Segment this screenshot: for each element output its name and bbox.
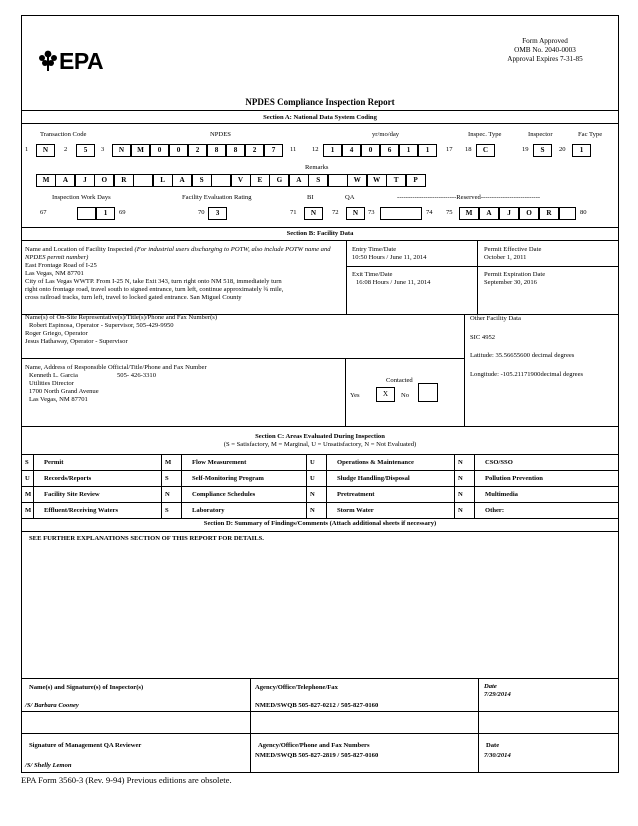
divider bbox=[21, 470, 619, 471]
area-label: Facility Site Review bbox=[44, 491, 100, 498]
npdes-cell[interactable]: 8 bbox=[226, 144, 245, 157]
divider bbox=[21, 227, 619, 228]
divider bbox=[21, 240, 619, 241]
col-number: 69 bbox=[119, 209, 126, 216]
area-label: Records/Reports bbox=[44, 475, 92, 482]
latitude: Latitude: 35.56655600 decimal degrees bbox=[470, 352, 575, 359]
section-a-title: Section A: National Data System Coding bbox=[263, 114, 377, 121]
permit-effective-label: Permit Effective Date bbox=[484, 246, 542, 253]
permit-effective-value: October 1, 2011 bbox=[484, 254, 527, 261]
divider bbox=[306, 487, 307, 503]
area-label: Multimedia bbox=[485, 491, 518, 498]
epa-logo bbox=[37, 47, 107, 77]
label-remarks: Remarks bbox=[305, 164, 329, 171]
area-label: Effluent/Receiving Waters bbox=[44, 507, 119, 514]
divider bbox=[21, 531, 619, 532]
official-line: Utilities Director bbox=[29, 380, 74, 387]
remarks-cell[interactable]: L bbox=[153, 174, 173, 187]
date2-value: 7/30/2014 bbox=[484, 752, 511, 759]
agency-label: Agency/Office/Telephone/Fax bbox=[255, 684, 338, 691]
divider bbox=[306, 455, 307, 471]
area-label: Pollution Prevention bbox=[485, 475, 543, 482]
inspector-cell[interactable]: S bbox=[533, 144, 552, 157]
remarks-cell[interactable]: S bbox=[192, 174, 212, 187]
area-label: Pretreatment bbox=[337, 491, 375, 498]
facility-line: City of Las Vegas WWTP. From I-25 N, take Exit 343, turn right onto NM 518, immediately turn bbox=[25, 278, 282, 285]
label-fac-type: Fac Type bbox=[578, 131, 603, 138]
rating-code[interactable]: N bbox=[458, 475, 463, 482]
reserved-cell[interactable]: A bbox=[479, 207, 499, 220]
date-cell[interactable]: 6 bbox=[380, 144, 399, 157]
divider bbox=[306, 471, 307, 487]
facility-label: Name and Location of Facility Inspected bbox=[25, 246, 133, 253]
divider bbox=[33, 503, 34, 519]
agency2-label: Agency/Office/Phone and Fax Numbers bbox=[258, 742, 370, 749]
permit-expiration-label: Permit Expiration Date bbox=[484, 271, 546, 278]
onsite-line: Roger Griego, Operator bbox=[25, 330, 88, 337]
divider bbox=[477, 240, 478, 314]
no-checkbox[interactable] bbox=[418, 383, 438, 402]
rating-code[interactable]: S bbox=[165, 475, 169, 482]
rating-code[interactable]: N bbox=[458, 507, 463, 514]
divider bbox=[181, 455, 182, 471]
inspector-signature: /S/ Barbara Cooney bbox=[25, 702, 79, 709]
label-work-days: Inspection Work Days bbox=[52, 194, 111, 201]
npdes-cell[interactable]: 2 bbox=[188, 144, 207, 157]
remarks-cell[interactable]: M bbox=[36, 174, 56, 187]
area-label: Laboratory bbox=[192, 507, 225, 514]
remarks-cell[interactable]: S bbox=[308, 174, 328, 187]
label-transaction-code: Transaction Code bbox=[40, 131, 87, 138]
date-cell[interactable]: 0 bbox=[361, 144, 380, 157]
qa-cell[interactable]: N bbox=[346, 207, 365, 220]
official-label: Name, Address of Responsible Official/Title/Phone and Fax Number bbox=[25, 364, 207, 371]
reserved-blank[interactable] bbox=[380, 207, 422, 220]
col-number: 18 bbox=[465, 146, 472, 153]
date-cell[interactable]: 4 bbox=[342, 144, 361, 157]
epa-logo-text: EPA bbox=[59, 48, 104, 74]
divider bbox=[21, 502, 619, 503]
report-title: NPDES Compliance Inspection Report bbox=[245, 97, 395, 107]
inspector-sign-label: Name(s) and Signature(s) of Inspector(s) bbox=[29, 684, 144, 691]
reserved-cell[interactable]: R bbox=[539, 207, 559, 220]
col-number: 70 bbox=[198, 209, 205, 216]
remarks-cell[interactable]: A bbox=[289, 174, 309, 187]
rating-code[interactable]: U bbox=[25, 475, 30, 482]
area-label: Operations & Maintenance bbox=[337, 459, 414, 466]
yes-label: Yes bbox=[350, 392, 360, 399]
npdes-cell[interactable]: 2 bbox=[245, 144, 264, 157]
reviewer-label: Signature of Management QA Reviewer bbox=[29, 742, 142, 749]
remarks-cell[interactable]: E bbox=[250, 174, 270, 187]
area-label: Compliance Schedules bbox=[192, 491, 256, 498]
divider bbox=[326, 487, 327, 503]
rating-code[interactable]: U bbox=[310, 475, 315, 482]
divider bbox=[21, 503, 22, 519]
rating-code[interactable]: M bbox=[25, 507, 32, 514]
remarks-cell[interactable]: A bbox=[172, 174, 192, 187]
official-name: Kenneth L. Garcia bbox=[29, 372, 78, 379]
section-c-title: Section C: Areas Evaluated During Inspection bbox=[255, 433, 385, 440]
npdes-cell[interactable]: 7 bbox=[264, 144, 283, 157]
rating-code[interactable]: N bbox=[310, 491, 315, 498]
divider bbox=[345, 358, 346, 426]
facility-label-note: (For industrial users discharging to POTW, also include POTW name and NPDES permit number) bbox=[25, 246, 331, 261]
divider bbox=[33, 487, 34, 503]
remarks-cell[interactable] bbox=[211, 174, 231, 187]
date-cell[interactable]: 1 bbox=[399, 144, 418, 157]
date-cell[interactable]: 1 bbox=[418, 144, 437, 157]
rating-code[interactable]: N bbox=[165, 491, 170, 498]
agency2-value: NMED/SWQB 505-827-2819 / 505-827-0160 bbox=[255, 752, 379, 759]
fac-type-cell[interactable]: 1 bbox=[572, 144, 591, 157]
divider bbox=[454, 455, 455, 471]
divider bbox=[21, 487, 22, 503]
date2-label: Date bbox=[486, 742, 500, 749]
facility-line: Las Vegas, NM 87701 bbox=[25, 270, 84, 277]
date-value: 7/29/2014 bbox=[484, 691, 511, 698]
divider bbox=[161, 455, 162, 471]
col-number: 3 bbox=[101, 146, 105, 153]
remarks-cell[interactable]: W bbox=[367, 174, 387, 187]
rating-code[interactable]: S bbox=[165, 507, 169, 514]
facility-line: East Frontage Road of I-25 bbox=[25, 262, 97, 269]
date-label: Date bbox=[484, 683, 497, 690]
onsite-label: Name(s) of On-Site Representative(s)/Title(s)/Phone and Fax Number(s) bbox=[25, 314, 218, 321]
facility-location bbox=[25, 246, 343, 302]
divider bbox=[33, 471, 34, 487]
divider bbox=[326, 471, 327, 487]
divider bbox=[181, 487, 182, 503]
rating-code[interactable]: M bbox=[165, 459, 172, 466]
remarks-cell[interactable]: J bbox=[75, 174, 95, 187]
section-d-title: Section D: Summary of Findings/Comments (Attach additional sheets if necessary) bbox=[203, 520, 437, 527]
area-label: Other: bbox=[485, 507, 505, 514]
longitude: Longitude: -105.21171900decimal degrees bbox=[470, 371, 584, 378]
date-cell[interactable]: 1 bbox=[323, 144, 342, 157]
remarks-cell[interactable]: P bbox=[406, 174, 426, 187]
omb-number: OMB No. 2040-0003 bbox=[514, 46, 576, 54]
label-facility-rating: Facility Evaluation Rating bbox=[182, 194, 252, 201]
col-number: 20 bbox=[559, 146, 566, 153]
rating-code[interactable]: N bbox=[310, 507, 315, 514]
label-yrmoday: yr/mo/day bbox=[372, 131, 400, 138]
divider bbox=[474, 455, 475, 471]
rating-code[interactable]: M bbox=[25, 491, 32, 498]
bi-cell[interactable]: N bbox=[304, 207, 323, 220]
work-days-blank[interactable] bbox=[77, 207, 96, 220]
rating-cell[interactable]: 3 bbox=[208, 207, 227, 220]
col-number: 17 bbox=[446, 146, 453, 153]
exit-time-value: 16:08 Hours / June 11, 2014 bbox=[356, 279, 431, 286]
divider bbox=[454, 471, 455, 487]
label-bi: BI bbox=[307, 194, 314, 201]
permit-expiration-value: September 30, 2016 bbox=[484, 279, 537, 286]
col-number: 73 bbox=[368, 209, 375, 216]
divider bbox=[181, 471, 182, 487]
rating-code[interactable]: N bbox=[458, 491, 463, 498]
reserved-cell[interactable]: O bbox=[519, 207, 539, 220]
label-inspector: Inspector bbox=[528, 131, 553, 138]
area-label: CSO/SSO bbox=[485, 459, 513, 466]
npdes-prefix-cell[interactable]: 5 bbox=[76, 144, 95, 157]
area-label: Permit bbox=[44, 459, 64, 466]
contacted-label: Contacted bbox=[386, 377, 413, 384]
permit-expiration bbox=[484, 271, 545, 287]
rating-code[interactable]: N bbox=[458, 459, 463, 466]
divider bbox=[21, 358, 464, 359]
divider bbox=[21, 110, 619, 111]
col-number: 12 bbox=[312, 146, 319, 153]
divider bbox=[21, 486, 619, 487]
divider bbox=[33, 455, 34, 471]
divider bbox=[21, 711, 619, 712]
divider bbox=[21, 455, 22, 471]
npdes-cell[interactable]: N bbox=[112, 144, 131, 157]
divider bbox=[306, 503, 307, 519]
transaction-code-cell[interactable]: N bbox=[36, 144, 55, 157]
label-inspec-type: Inspec. Type bbox=[468, 131, 502, 138]
divider bbox=[21, 123, 619, 124]
reserved-blank[interactable] bbox=[559, 207, 576, 220]
label-qa: QA bbox=[345, 194, 355, 201]
reserved-cell[interactable]: M bbox=[459, 207, 479, 220]
area-label: Flow Measurement bbox=[192, 459, 247, 466]
inspec-type-cell[interactable]: C bbox=[476, 144, 495, 157]
exit-time bbox=[352, 271, 430, 287]
onsite-line: Robert Espinosa, Operator - Supervisor, 505-429-9950 bbox=[29, 322, 174, 329]
divider bbox=[21, 518, 619, 519]
responsible-official bbox=[25, 364, 207, 404]
section-b-title: Section B: Facility Data bbox=[286, 230, 354, 237]
divider bbox=[478, 678, 479, 773]
divider bbox=[346, 240, 347, 314]
npdes-cell[interactable]: 0 bbox=[150, 144, 169, 157]
col-number: 11 bbox=[290, 146, 297, 153]
remarks-cell[interactable]: V bbox=[231, 174, 251, 187]
sic-code: SIC 4952 bbox=[470, 334, 496, 341]
col-number: 1 bbox=[25, 146, 29, 153]
reserved-cell[interactable]: J bbox=[499, 207, 519, 220]
area-label: Sludge Handling/Disposal bbox=[337, 475, 410, 482]
official-line: Las Vegas, NM 87701 bbox=[29, 396, 88, 403]
col-number: 72 bbox=[332, 209, 339, 216]
remarks-cell[interactable] bbox=[328, 174, 348, 187]
remarks-cell[interactable]: G bbox=[269, 174, 289, 187]
divider bbox=[21, 471, 22, 487]
col-number: 74 bbox=[426, 209, 433, 216]
agency-value: NMED/SWQB 505-827-0212 / 505-827-0160 bbox=[255, 702, 379, 709]
official-line: 1700 North Grand Avenue bbox=[29, 388, 99, 395]
divider bbox=[464, 314, 465, 426]
label-npdes: NPDES bbox=[210, 131, 231, 138]
yes-checkbox[interactable]: X bbox=[376, 387, 395, 402]
entry-time bbox=[352, 246, 426, 262]
col-number: 80 bbox=[580, 209, 587, 216]
divider bbox=[326, 455, 327, 471]
divider bbox=[474, 471, 475, 487]
divider bbox=[454, 503, 455, 519]
npdes-cell[interactable]: M bbox=[131, 144, 150, 157]
npdes-cell[interactable]: 0 bbox=[169, 144, 188, 157]
official-phone: 505- 426-3310 bbox=[117, 372, 157, 379]
divider bbox=[21, 733, 619, 734]
divider bbox=[250, 678, 251, 773]
col-number: 19 bbox=[522, 146, 529, 153]
area-label: Self-Monitoring Program bbox=[192, 475, 264, 482]
remarks-cell[interactable]: T bbox=[386, 174, 406, 187]
reviewer-signature: /S/ Shelly Lemon bbox=[25, 762, 72, 769]
form-footer: EPA Form 3560-3 (Rev. 9-94) Previous editions are obsolete. bbox=[21, 775, 232, 785]
divider bbox=[161, 503, 162, 519]
work-days-cell[interactable]: 1 bbox=[96, 207, 115, 220]
npdes-cell[interactable]: 8 bbox=[207, 144, 226, 157]
remarks-cell[interactable]: W bbox=[347, 174, 367, 187]
entry-time-value: 10:50 Hours / June 11, 2014 bbox=[352, 254, 427, 261]
findings-text: SEE FURTHER EXPLANATIONS SECTION OF THIS REPORT FOR DETAILS. bbox=[29, 535, 264, 542]
epa-flower-icon bbox=[37, 49, 59, 73]
onsite-reps bbox=[25, 314, 217, 346]
exit-time-label: Exit Time/Date bbox=[352, 271, 393, 278]
divider bbox=[21, 454, 619, 455]
divider bbox=[21, 426, 619, 427]
facility-line: right onto frontage road, travel south to signed entrance, turn left, continue approximately ¾ mile, bbox=[25, 286, 284, 293]
divider bbox=[474, 503, 475, 519]
remarks-cell[interactable]: R bbox=[114, 174, 134, 187]
divider bbox=[161, 487, 162, 503]
rating-code[interactable]: S bbox=[25, 459, 29, 466]
divider bbox=[21, 678, 619, 679]
section-c-legend: (S = Satisfactory, M = Marginal, U = Unsatisfactory, N = Not Evaluated) bbox=[223, 441, 417, 448]
remarks-cell[interactable] bbox=[133, 174, 153, 187]
area-label: Storm Water bbox=[337, 507, 374, 514]
remarks-cell[interactable]: O bbox=[94, 174, 114, 187]
form-approved-label: Form Approved bbox=[522, 37, 568, 45]
form-approved bbox=[490, 37, 600, 64]
permit-effective bbox=[484, 246, 541, 262]
label-reserved: ---------------------------Reserved--------------------------- bbox=[397, 194, 541, 201]
other-facility-data-label: Other Facility Data bbox=[470, 315, 521, 322]
onsite-line: Jesus Hathaway, Operator - Supervisor bbox=[25, 338, 128, 345]
divider bbox=[181, 503, 182, 519]
rating-code[interactable]: U bbox=[310, 459, 315, 466]
remarks-cell[interactable]: A bbox=[55, 174, 75, 187]
divider bbox=[474, 487, 475, 503]
divider bbox=[346, 266, 619, 267]
col-number: 2 bbox=[64, 146, 68, 153]
col-number: 71 bbox=[290, 209, 297, 216]
col-number: 67 bbox=[40, 209, 47, 216]
approval-expires: Approval Expires 7-31-85 bbox=[507, 55, 583, 63]
divider bbox=[161, 471, 162, 487]
facility-line: cross railroad tracks, turn left, travel to locked gated entrance. San Miguel County bbox=[25, 294, 242, 301]
divider bbox=[326, 503, 327, 519]
entry-time-label: Entry Time/Date bbox=[352, 246, 397, 253]
col-number: 75 bbox=[446, 209, 453, 216]
divider bbox=[454, 487, 455, 503]
no-label: No bbox=[401, 392, 410, 399]
